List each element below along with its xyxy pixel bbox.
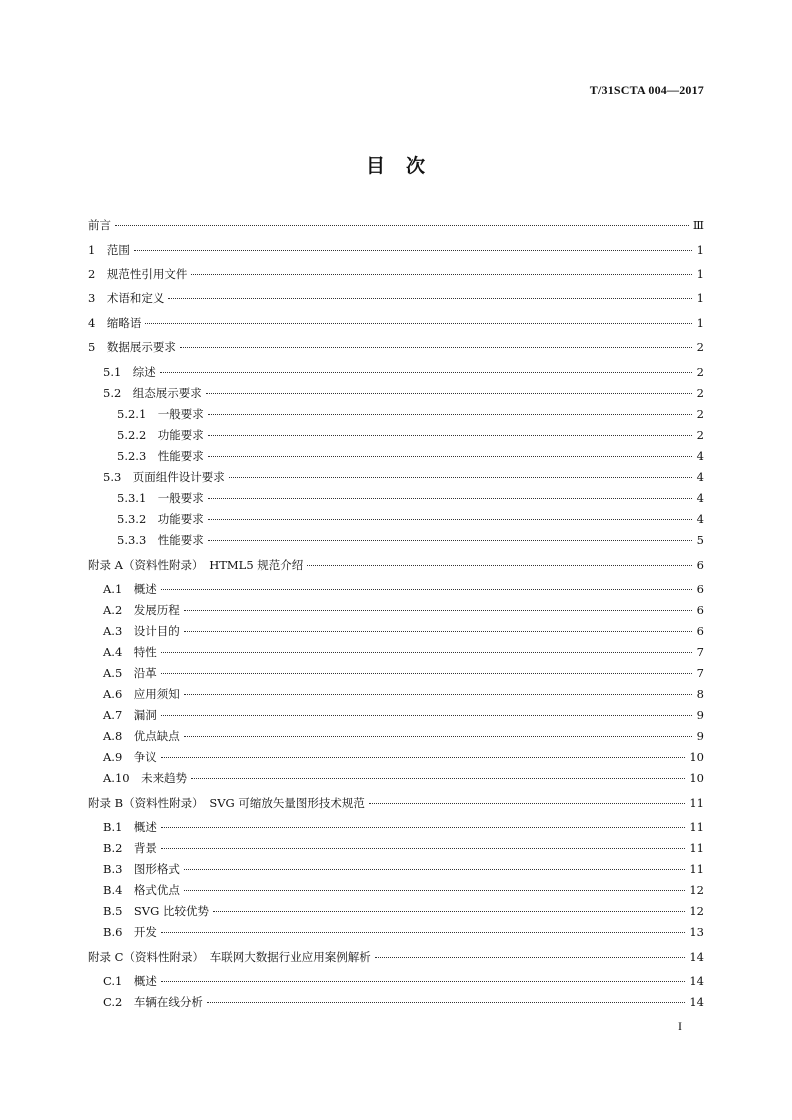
toc-entry-page: 6 bbox=[696, 582, 704, 596]
toc-entry[interactable] bbox=[103, 861, 704, 877]
toc-entry-page: 10 bbox=[689, 771, 704, 785]
toc-dot-leader bbox=[208, 519, 692, 520]
toc-entry-label: 附录 C（资料性附录） 车联网大数据行业应用案例解析 bbox=[88, 950, 371, 964]
toc-dot-leader bbox=[161, 715, 692, 716]
toc-dot-leader bbox=[307, 565, 692, 566]
toc-dot-leader bbox=[161, 757, 686, 758]
toc-entry[interactable] bbox=[117, 427, 704, 443]
toc-entry-label: A.9 争议 bbox=[103, 750, 157, 764]
toc-entry-page: 2 bbox=[696, 386, 704, 400]
toc-entry[interactable] bbox=[103, 903, 704, 919]
toc-entry[interactable] bbox=[103, 385, 704, 401]
toc-entry-page: 2 bbox=[696, 340, 704, 354]
toc-entry-label: 3 术语和定义 bbox=[88, 291, 165, 305]
toc-dot-leader bbox=[184, 890, 685, 891]
toc-entry-label: A.7 漏洞 bbox=[103, 708, 157, 722]
toc-entry[interactable] bbox=[88, 217, 704, 233]
toc-entry-label: 5.2.3 性能要求 bbox=[117, 449, 204, 463]
toc-entry-page: 11 bbox=[689, 841, 704, 855]
toc-dot-leader bbox=[191, 778, 685, 779]
toc-entry-page: 1 bbox=[696, 291, 704, 305]
toc-entry-label: 5.3.3 性能要求 bbox=[117, 533, 204, 547]
toc-entry-label: A.3 设计目的 bbox=[103, 624, 180, 638]
toc-dot-leader bbox=[145, 323, 692, 324]
toc-entry[interactable] bbox=[103, 994, 704, 1010]
toc-entry[interactable] bbox=[103, 882, 704, 898]
toc-dot-leader bbox=[184, 736, 692, 737]
toc-entry-page: 5 bbox=[696, 533, 704, 547]
toc-entry-page: 8 bbox=[696, 687, 704, 701]
toc-entry[interactable] bbox=[103, 840, 704, 856]
toc-entry-page: 4 bbox=[696, 491, 704, 505]
toc-entry[interactable] bbox=[103, 665, 704, 681]
toc-dot-leader bbox=[160, 372, 692, 373]
toc-dot-leader bbox=[206, 393, 692, 394]
toc-dot-leader bbox=[208, 414, 692, 415]
toc-entry[interactable] bbox=[103, 707, 704, 723]
toc-entry-label: A.4 特性 bbox=[103, 645, 157, 659]
toc-entry-label: B.2 背景 bbox=[103, 841, 157, 855]
toc-entry-page: 4 bbox=[696, 512, 704, 526]
toc-entry-label: 2 规范性引用文件 bbox=[88, 267, 188, 281]
toc-entry-label: 附录 A（资料性附录） HTML5 规范介绍 bbox=[88, 558, 304, 572]
toc-entry[interactable] bbox=[88, 266, 704, 282]
toc-dot-leader bbox=[375, 957, 686, 958]
toc-entry[interactable] bbox=[103, 924, 704, 940]
toc-entry[interactable] bbox=[103, 602, 704, 618]
toc-entry-label: 5.2.1 一般要求 bbox=[117, 407, 204, 421]
toc-entry[interactable] bbox=[103, 819, 704, 835]
toc-dot-leader bbox=[115, 225, 689, 226]
toc-entry-label: 5.2 组态展示要求 bbox=[103, 386, 202, 400]
toc-entry-label: A.10 未来趋势 bbox=[103, 771, 188, 785]
toc-entry-page: 12 bbox=[689, 904, 704, 918]
toc-entry-page: 10 bbox=[689, 750, 704, 764]
toc-entry-label: B.3 图形格式 bbox=[103, 862, 180, 876]
toc-dot-leader bbox=[213, 911, 685, 912]
page-title: 目 次 bbox=[365, 155, 426, 177]
toc-entry-label: 5.2.2 功能要求 bbox=[117, 428, 204, 442]
toc-entry[interactable] bbox=[88, 290, 704, 306]
toc-entry-label: A.5 沿革 bbox=[103, 666, 157, 680]
toc-dot-leader bbox=[207, 1002, 685, 1003]
toc-entry-label: B.5 SVG 比较优势 bbox=[103, 904, 209, 918]
toc-entry-page: 12 bbox=[689, 883, 704, 897]
page-number: I bbox=[678, 1019, 682, 1033]
toc-entry[interactable] bbox=[103, 469, 704, 485]
toc-dot-leader bbox=[161, 981, 685, 982]
toc-entry-page: 7 bbox=[696, 645, 704, 659]
toc-dot-leader bbox=[161, 827, 685, 828]
document-code: T/31SCTA 004—2017 bbox=[589, 83, 704, 97]
toc-dot-leader bbox=[161, 673, 692, 674]
toc-dot-leader bbox=[161, 589, 692, 590]
toc-entry[interactable] bbox=[103, 623, 704, 639]
toc-entry-label: A.6 应用须知 bbox=[103, 687, 180, 701]
toc-entry[interactable] bbox=[88, 339, 704, 355]
toc-entry-page: 6 bbox=[696, 558, 704, 572]
toc-entry-label: A.2 发展历程 bbox=[103, 603, 180, 617]
toc-entry-page: 9 bbox=[696, 729, 704, 743]
toc-entry-page: 4 bbox=[696, 449, 704, 463]
toc-entry-label: C.2 车辆在线分析 bbox=[103, 995, 203, 1009]
toc-entry-label: A.8 优点缺点 bbox=[103, 729, 180, 743]
toc-entry[interactable] bbox=[88, 242, 704, 258]
toc-entry-page: 13 bbox=[689, 925, 704, 939]
toc-entry[interactable] bbox=[117, 448, 704, 464]
toc-entry-page: 2 bbox=[696, 428, 704, 442]
toc-dot-leader bbox=[168, 298, 692, 299]
toc-entry-page: 6 bbox=[696, 603, 704, 617]
toc-entry-label: 5.1 综述 bbox=[103, 365, 156, 379]
toc-entry-label: B.1 概述 bbox=[103, 820, 157, 834]
toc-entry-label: A.1 概述 bbox=[103, 582, 157, 596]
toc-entry-label: 附录 B（资料性附录） SVG 可缩放矢量图形技术规范 bbox=[88, 796, 365, 810]
toc-entry[interactable] bbox=[103, 973, 704, 989]
toc-dot-leader bbox=[161, 848, 685, 849]
toc-entry-label: 5 数据展示要求 bbox=[88, 340, 176, 354]
toc-entry[interactable] bbox=[88, 315, 704, 331]
toc-entry-page: 14 bbox=[689, 995, 704, 1009]
toc-dot-leader bbox=[161, 932, 685, 933]
toc-dot-leader bbox=[184, 869, 685, 870]
toc-entry-label: 前言 bbox=[88, 218, 111, 232]
toc-dot-leader bbox=[134, 250, 692, 251]
toc-entry-page: 7 bbox=[696, 666, 704, 680]
toc-entry-page: 14 bbox=[689, 950, 704, 964]
toc-dot-leader bbox=[180, 347, 692, 348]
toc-entry-label: 5.3.2 功能要求 bbox=[117, 512, 204, 526]
toc-entry[interactable] bbox=[103, 770, 704, 786]
toc-dot-leader bbox=[184, 694, 692, 695]
toc-entry[interactable] bbox=[103, 644, 704, 660]
toc-entry-label: 5.3 页面组件设计要求 bbox=[103, 470, 225, 484]
toc-entry[interactable] bbox=[117, 490, 704, 506]
toc-entry[interactable] bbox=[103, 581, 704, 597]
toc-entry-page: 9 bbox=[696, 708, 704, 722]
toc-dot-leader bbox=[208, 435, 692, 436]
toc-entry-page: 2 bbox=[696, 365, 704, 379]
toc-dot-leader bbox=[161, 652, 692, 653]
toc-entry-page: 11 bbox=[689, 796, 704, 810]
toc-entry[interactable] bbox=[103, 749, 704, 765]
toc-dot-leader bbox=[191, 274, 692, 275]
toc-entry[interactable] bbox=[117, 532, 704, 548]
toc-dot-leader bbox=[208, 540, 692, 541]
toc-entry[interactable] bbox=[88, 795, 704, 811]
toc-entry-page: 6 bbox=[696, 624, 704, 638]
toc-entry[interactable] bbox=[117, 511, 704, 527]
toc-entry-page: 2 bbox=[696, 407, 704, 421]
toc-entry[interactable] bbox=[88, 949, 704, 965]
toc-dot-leader bbox=[184, 610, 692, 611]
toc-entry[interactable] bbox=[117, 406, 704, 422]
toc-entry-page: 1 bbox=[696, 267, 704, 281]
toc-dot-leader bbox=[208, 456, 692, 457]
toc-entry-label: C.1 概述 bbox=[103, 974, 157, 988]
toc-entry-page: 1 bbox=[696, 243, 704, 257]
toc-dot-leader bbox=[229, 477, 692, 478]
toc-entry[interactable] bbox=[103, 686, 704, 702]
toc-entry-page: 4 bbox=[696, 470, 704, 484]
toc-entry[interactable] bbox=[88, 557, 704, 573]
toc-entry-label: 5.3.1 一般要求 bbox=[117, 491, 204, 505]
toc-entry-page: 11 bbox=[689, 862, 704, 876]
toc-entry-page: 11 bbox=[689, 820, 704, 834]
toc-dot-leader bbox=[184, 631, 692, 632]
toc-entry[interactable] bbox=[103, 364, 704, 380]
toc-entry-label: 1 范围 bbox=[88, 243, 130, 257]
toc-entry-page: Ⅲ bbox=[692, 218, 704, 232]
toc-entry-label: B.4 格式优点 bbox=[103, 883, 180, 897]
toc-dot-leader bbox=[369, 803, 685, 804]
toc-entry-label: 4 缩略语 bbox=[88, 316, 142, 330]
toc-entry-label: B.6 开发 bbox=[103, 925, 157, 939]
toc-entry[interactable] bbox=[103, 728, 704, 744]
toc-entry-page: 1 bbox=[696, 316, 704, 330]
toc-dot-leader bbox=[208, 498, 692, 499]
toc-entry-page: 14 bbox=[689, 974, 704, 988]
